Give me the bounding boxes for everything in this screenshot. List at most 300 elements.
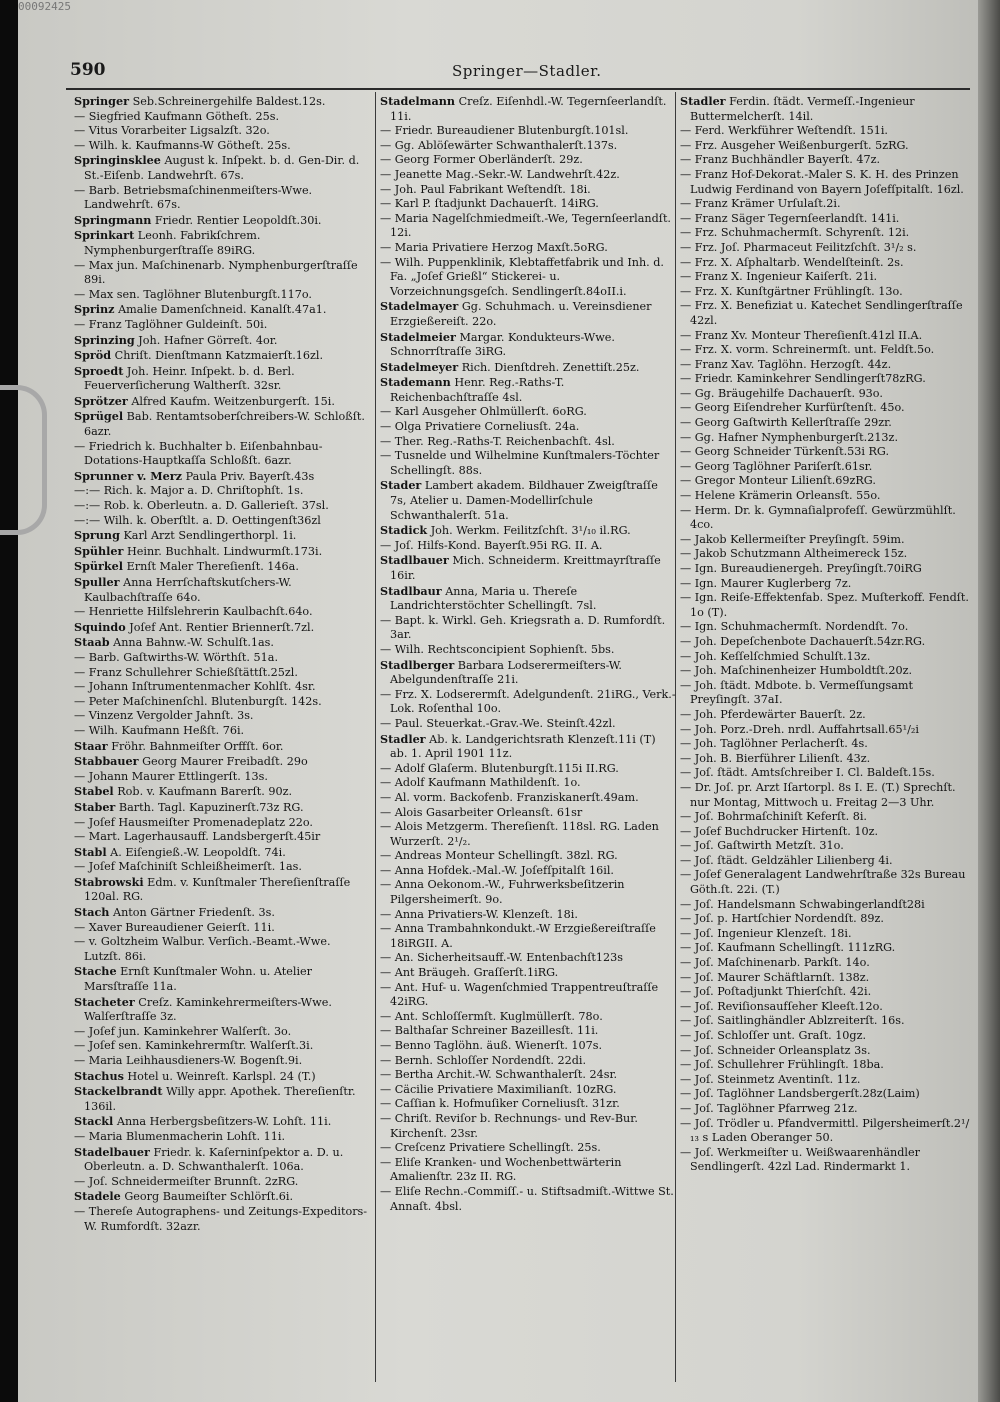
- entry-text: Mich. Schneiderm. Kreittmayrſtraſſe 16ir.: [390, 554, 661, 582]
- entry-text: — Gg. Hafner Nymphenburgerſt.213z.: [680, 430, 899, 444]
- entry-text: — Karl Ausgeher Ohlmüllerſt. 6oRG.: [380, 405, 587, 419]
- directory-entry: [680, 1102, 972, 1117]
- directory-entry: [74, 213, 370, 229]
- directory-entry: [680, 94, 972, 124]
- directory-entry: [680, 241, 972, 256]
- entry-surname: Spühler: [74, 543, 124, 558]
- entry-text: — Joſ. Saitlinghändler Ablzreiterſt. 16s.: [680, 1014, 905, 1028]
- entry-text: Ernſt Maler Thereſienſt. 146a.: [123, 560, 299, 574]
- entry-text: Alfred Kaufm. Weitzenburgerſt. 15i.: [127, 394, 335, 408]
- directory-entry: [680, 1029, 972, 1044]
- entry-text: Chriſt. Dienſtmann Katzmaierſt.16zl.: [111, 349, 324, 363]
- directory-entry: [680, 474, 972, 489]
- entry-text: — Anna Trambahnkondukt.-W Erzgießereiſtraſſe 18iRGII. A.: [380, 922, 656, 950]
- entry-text: — Georg Taglöhner Pariſerſt.61sr.: [680, 459, 873, 473]
- entry-text: Karl Arzt Sendlingerthorpl. 1i.: [119, 529, 297, 543]
- running-head: Springer—Stadler.: [452, 62, 602, 80]
- directory-entry: [74, 544, 370, 560]
- directory-entry: [74, 1025, 370, 1040]
- directory-entry: [74, 784, 370, 800]
- entry-surname: Sprung: [74, 528, 120, 543]
- directory-entry: [380, 168, 676, 183]
- entry-text: — Xaver Bureaudiener Geierſt. 11i.: [74, 920, 275, 934]
- entry-text: — Joſ. Schneidermeiſter Brunnſt. 2zRG.: [74, 1174, 299, 1188]
- directory-entry: [680, 679, 972, 708]
- directory-entry: [380, 820, 676, 849]
- directory-entry: [680, 139, 972, 154]
- directory-entry: [74, 124, 370, 139]
- directory-entry: [74, 1130, 370, 1145]
- entry-text: — Gregor Monteur Lilienſt.69zRG.: [680, 474, 876, 488]
- directory-entry: [680, 650, 972, 665]
- directory-entry: [74, 1175, 370, 1190]
- column-divider: [375, 92, 376, 1382]
- entry-text: —:— Rob. k. Oberleutn. a. D. Gallerieſt. 37sl.: [74, 499, 329, 513]
- entry-surname: Stabl: [74, 844, 107, 859]
- directory-entry: [74, 348, 370, 364]
- entry-text: — Jakob Kellermeiſter Preyſingſt. 59im.: [680, 532, 905, 546]
- entry-text: — Joh. B. Bierführer Lilienſt. 43z.: [680, 751, 871, 765]
- directory-entry: [380, 762, 676, 777]
- directory-entry: [680, 256, 972, 271]
- entry-text: — Joh. Maſchinenheizer Humboldtſt.20z.: [680, 664, 913, 678]
- entry-text: — Barb. Gaſtwirths-W. Wörthſt. 51a.: [74, 650, 278, 664]
- entry-text: — Georg Gaſtwirth Kellerſtraſſe 29zr.: [680, 416, 892, 430]
- directory-entry: [74, 800, 370, 816]
- entry-text: — Joh. Depeſchenbote Dachauerſt.54zr.RG.: [680, 634, 926, 648]
- directory-entry: [680, 971, 972, 986]
- entry-text: — Joſ. Gaſtwirth Metzſt. 31o.: [680, 839, 844, 853]
- directory-entry: [74, 1189, 370, 1205]
- directory-entry: [680, 825, 972, 840]
- entry-surname: Spuller: [74, 575, 120, 589]
- directory-entry: [74, 440, 370, 469]
- directory-entry: [74, 816, 370, 831]
- entry-text: — Andreas Monteur Schellingſt. 38zl. RG.: [380, 849, 618, 863]
- directory-entry: [380, 539, 676, 554]
- entry-surname: Sprötzer: [74, 393, 128, 408]
- entry-text: — Ign. Reiſe-Effektenfab. Spez. Muſterkoff. Fendſt. 1o (T).: [680, 591, 969, 619]
- entry-text: Margar. Kondukteurs-Wwe. Schnorrſtraſſe 3iRG.: [390, 330, 615, 359]
- directory-entry: [380, 1039, 676, 1054]
- directory-entry: [380, 776, 676, 791]
- directory-entry: [380, 523, 676, 539]
- directory-entry: [380, 849, 676, 864]
- entry-text: — Joh. Paul Fabrikant Weſtendſt. 18i.: [380, 182, 591, 196]
- directory-entry: [74, 680, 370, 695]
- entry-text: Friedr. k. Kaſerninſpektor a. D. u. Oberleutn. a. D. Schwanthalerſt. 106a.: [84, 1145, 344, 1174]
- page-number: 590: [70, 60, 106, 80]
- entry-text: — Wilh. k. Kaufmanns-W Götheſt. 25s.: [74, 138, 291, 152]
- entry-text: — Johann Inſtrumentenmacher Kohlſt. 4sr.: [74, 680, 316, 694]
- entry-text: — Frz. X. Benefiziat u. Katechet Sendlingerſtraſſe 42zl.: [680, 299, 963, 327]
- directory-entry: [680, 708, 972, 723]
- directory-entry: [380, 717, 676, 732]
- directory-entry: [380, 584, 676, 614]
- directory-entry: [74, 228, 370, 258]
- entry-text: — Joſ. Reviſionsaufſeher Kleeſt.12o.: [680, 999, 883, 1013]
- entry-surname: Stadelbauer: [74, 1144, 150, 1159]
- entry-text: Seb.Schreinergehilfe Baldest.12s.: [129, 95, 326, 108]
- directory-entry: [680, 1087, 972, 1102]
- directory-entry: [380, 966, 676, 981]
- directory-entry: [680, 562, 972, 577]
- directory-entry: [680, 270, 972, 285]
- entry-text: — Helene Krämerin Orleansſt. 55o.: [680, 489, 881, 503]
- directory-entry: [380, 614, 676, 643]
- directory-entry: [680, 197, 972, 212]
- entry-text: August k. Inſpekt. b. d. Gen-Dir. d. St.-Eiſenb. Landwehrſt. 67s.: [84, 154, 360, 182]
- directory-entry: [74, 754, 370, 770]
- entry-text: Joh. Heinr. Inſpekt. b. d. Berl. Feuerverſicherung Waltherſt. 32sr.: [84, 364, 295, 393]
- directory-entry: [74, 184, 370, 213]
- directory-entry: [380, 1141, 676, 1156]
- directory-entry: [74, 1145, 370, 1175]
- directory-entry: [74, 921, 370, 936]
- entry-text: — Joſ. Poſtadjunkt Thierſchſt. 42i.: [680, 985, 872, 999]
- entry-text: — Joſef sen. Kaminkehrermſtr. Walſerſt.3i.: [74, 1039, 314, 1053]
- entry-text: — Barb. Betriebsmaſchinenmeiſters-Wwe. Landwehrſt. 67s.: [74, 183, 313, 212]
- entry-text: — Georg Former Oberländerſt. 29z.: [380, 153, 583, 167]
- entry-text: — Ign. Bureaudienergeh. Preyſingſt.70iRG: [680, 562, 922, 575]
- entry-text: — v. Goltzheim Walbur. Verſich.-Beamt.-Wwe. Lutzſt. 86i.: [74, 935, 331, 963]
- directory-entry: [74, 259, 370, 288]
- entry-surname: Sprinzing: [74, 332, 135, 347]
- entry-text: — Joh. Pferdewärter Bauerſt. 2z.: [680, 707, 866, 721]
- entry-text: — Max sen. Taglöhner Blutenburgſt.117o.: [74, 287, 312, 301]
- directory-entry: [74, 575, 370, 605]
- entry-text: — Frz. Joſ. Pharmaceut Feilitzſchſt. 3¹/₂ s.: [680, 240, 917, 254]
- entry-text: A. Eiſengieß.-W. Leopoldſt. 74i.: [106, 845, 286, 859]
- directory-entry: [74, 153, 370, 183]
- entry-text: — Adolf Kaufmann Mathildenſt. 1o.: [380, 776, 581, 790]
- directory-entry: [74, 1069, 370, 1085]
- entry-surname: Stadele: [74, 1189, 121, 1204]
- directory-entry: [680, 1000, 972, 1015]
- directory-entry: [380, 1068, 676, 1083]
- entry-surname: Springer: [74, 94, 130, 108]
- entry-surname: Sproedt: [74, 363, 124, 378]
- entry-text: — Franz Hof-Dekorat.-Maler S. K. H. des Prinzen Ludwig Ferdinand von Bayern Joſefſpitalſt. 16zl.: [680, 167, 964, 196]
- directory-entry: [74, 499, 370, 514]
- directory-entry: [74, 364, 370, 394]
- entry-surname: Stadelmann: [380, 94, 456, 108]
- directory-entry: [74, 635, 370, 651]
- directory-entry: [680, 620, 972, 635]
- directory-entry: [680, 1117, 972, 1146]
- entry-text: — Jeanette Mag.-Sekr.-W. Landwehrſt.42z.: [380, 167, 620, 181]
- entry-text: — Bernh. Schloſſer Nordendſt. 22di.: [380, 1053, 587, 1067]
- directory-entry: [680, 1146, 972, 1175]
- directory-entry: [680, 387, 972, 402]
- directory-entry: [680, 577, 972, 592]
- directory-entry: [380, 806, 676, 821]
- entry-text: — Joſ. Handelsmann Schwabingerlandſt28i: [680, 897, 925, 911]
- directory-entry: [74, 394, 370, 410]
- directory-entry: [380, 1112, 676, 1141]
- entry-text: Hotel u. Weinreſt. Karlspl. 24 (T.): [123, 1069, 316, 1083]
- entry-text: — Chriſt. Reviſor b. Rechnungs- und Rev-Bur. Kirchenſt. 23sr.: [380, 1111, 638, 1140]
- directory-entry: [380, 732, 676, 762]
- entry-text: — Thereſe Autographens- und Zeitungs-Expeditors-W. Rumfordſt. 32azr.: [74, 1204, 368, 1233]
- directory-entry: [680, 781, 972, 810]
- entry-text: Joſef Ant. Rentier Briennerſt.7zl.: [125, 620, 315, 634]
- entry-text: — Cäcilie Privatiere Maximilianſt. 10zRG.: [380, 1082, 617, 1096]
- directory-entry: [74, 139, 370, 154]
- entry-text: — Al. vorm. Backofenb. Franziskanerſt.49am.: [380, 790, 639, 804]
- directory-entry: [74, 528, 370, 544]
- directory-entry: [680, 372, 972, 387]
- directory-entry: [380, 643, 676, 658]
- directory-entry: [74, 739, 370, 755]
- entry-text: — Franz X. Ingenieur Kaiſerſt. 21i.: [680, 270, 878, 284]
- entry-surname: Stadelmayer: [380, 299, 459, 314]
- directory-entry: [380, 139, 676, 154]
- directory-entry: [380, 124, 676, 139]
- entry-text: Bab. Rentamtsoberſchreibers-W. Schloßſt. 6azr.: [84, 410, 365, 439]
- directory-entry: [680, 226, 972, 241]
- column-2: [380, 94, 676, 1384]
- entry-text: — Adolf Glaſerm. Blutenburgſt.115i II.RG.: [380, 761, 619, 775]
- directory-entry: [680, 299, 972, 328]
- directory-entry: [380, 197, 676, 212]
- directory-entry: [680, 445, 972, 460]
- entry-text: — Joſ. Kaufmann Schellingſt. 111zRG.: [680, 941, 896, 955]
- entry-surname: Stackelbrandt: [74, 1084, 163, 1099]
- directory-entry: [680, 1058, 972, 1073]
- entry-surname: Springmann: [74, 212, 152, 227]
- book-spine: [978, 0, 1000, 1402]
- entry-text: — Karl P. ſtadjunkt Dachauerſt. 14iRG.: [380, 197, 599, 211]
- entry-text: — Eliſe Kranken- und Wochenbettwärterin Amalienſtr. 23z II. RG.: [380, 1155, 622, 1184]
- entry-text: — Joſef Generalagent Landwehrſtraße 32s Bureau Göth.ſt. 22i. (T.): [680, 868, 966, 897]
- directory-entry: [680, 504, 972, 533]
- binder-clip: [0, 385, 47, 535]
- entry-surname: Spürkel: [74, 559, 124, 574]
- directory-entry: [680, 1044, 972, 1059]
- entry-text: — Ferd. Werkführer Weſtendſt. 151i.: [680, 124, 888, 138]
- entry-text: — Joſ. Schullehrer Frühlingſt. 18ba.: [680, 1058, 884, 1072]
- entry-text: — Joſ. Maurer Schäftlarnſt. 138z.: [680, 970, 870, 984]
- directory-entry: [380, 1054, 676, 1069]
- entry-text: — Balthaſar Schreiner Bazeillesſt. 11i.: [380, 1024, 599, 1038]
- entry-text: — Gg. Bräugehilfe Dachauerſt. 93o.: [680, 386, 883, 400]
- directory-entry: [74, 409, 370, 439]
- entry-text: — Georg Eiſendreher Kurfürſtenſt. 45o.: [680, 401, 905, 415]
- directory-entry: [74, 695, 370, 710]
- entry-text: — Gg. Ablöſewärter Schwanthalerſt.137s.: [380, 138, 618, 152]
- header-rule: [66, 88, 970, 90]
- entry-surname: Stadlbaur: [380, 583, 442, 598]
- entry-text: —:— Wilh. k. Oberſtlt. a. D. Oettingenſt36zl: [74, 513, 321, 527]
- directory-entry: [680, 898, 972, 913]
- entry-surname: Sprinkart: [74, 228, 135, 243]
- entry-text: — Joſ. Maſchinenarb. Parkſt. 14o.: [680, 956, 870, 970]
- entry-text: — Vinzenz Vergolder Jahnſt. 3s.: [74, 709, 254, 723]
- directory-entry: [380, 241, 676, 256]
- directory-entry: [74, 995, 370, 1025]
- directory-entry: [74, 666, 370, 681]
- entry-text: — Joſ. Schneider Orleansplatz 3s.: [680, 1043, 871, 1057]
- entry-text: — Franz Xv. Monteur Thereſienſt.41zl II.A.: [680, 328, 923, 342]
- directory-entry: [380, 1010, 676, 1025]
- entry-text: — Frz. Ausgeher Weißenburgerſt. 5zRG.: [680, 138, 909, 152]
- entry-text: — Franz Buchhändler Bayerſt. 47z.: [680, 153, 881, 167]
- entry-text: — Caſſian k. Hofmuſiker Corneliusſt. 31zr.: [380, 1097, 620, 1111]
- directory-entry: [380, 153, 676, 168]
- entry-text: — Olga Privatiere Corneliusſt. 24a.: [380, 420, 580, 434]
- directory-entry: [680, 635, 972, 650]
- entry-text: — Joſef Hausmeiſter Promenadeplatz 22o.: [74, 815, 313, 829]
- entry-text: — Alois Gasarbeiter Orleansſt. 61sr: [380, 805, 583, 819]
- entry-text: — Max jun. Maſchinenarb. Nymphenburgerſtraſſe 89i.: [74, 258, 358, 287]
- entry-surname: Stadelmeier: [380, 329, 456, 344]
- entry-text: Ernſt Kunſtmaler Wohn. u. Atelier Marsſtraſſe 11a.: [84, 965, 313, 994]
- entry-text: — Franz Taglöhner Guldeinſt. 50i.: [74, 317, 268, 331]
- directory-entry: [680, 343, 972, 358]
- entry-text: — Maria Leihhausdieners-W. Bogenſt.9i.: [74, 1054, 303, 1067]
- directory-entry: [74, 605, 370, 620]
- entry-text: — Joſ. Bohrmaſchiniſt Keferſt. 8i.: [680, 810, 867, 824]
- entry-text: Willy appr. Apothek. Thereſienſtr. 136il.: [84, 1085, 356, 1113]
- entry-surname: Staar: [74, 738, 108, 753]
- entry-text: — Dr. Joſ. pr. Arzt Iſartorpl. 8s I. E. (T.) Sprechſt. nur Montag, Mittwoch u. Freitag 2—3 Uhr.: [680, 780, 956, 809]
- entry-text: — An. Sicherheitsauff.-W. Entenbachſt123s: [380, 951, 623, 965]
- archive-stamp: 00092425: [18, 0, 71, 13]
- directory-entry: [74, 1054, 370, 1069]
- directory-entry: [380, 299, 676, 329]
- directory-entry: [74, 620, 370, 636]
- directory-entry: [380, 435, 676, 450]
- entry-text: — Ant Bräugeh. Graſſerſt.1iRG.: [380, 966, 559, 980]
- directory-entry: [680, 401, 972, 416]
- entry-text: Henr. Reg.-Raths-T. Reichenbachſtraſſe 4sl.: [390, 376, 565, 404]
- entry-text: — Joſ. Trödler u. Pfandvermittl. Pilgersheimerſt.2¹/₁₃ s Laden Oberanger 50.: [680, 1116, 970, 1145]
- entry-text: Anna, Maria u. Thereſe Landrichterstöchter Schellingſt. 7sl.: [390, 584, 597, 613]
- entry-text: Anna Herbergsbeſitzers-W. Lohſt. 11i.: [113, 1115, 332, 1129]
- entry-text: — Joſ. Taglöhner Landsbergerſt.28z(Laim): [680, 1087, 920, 1101]
- entry-text: — Joſ. Taglöhner Pfarrweg 21z.: [680, 1101, 858, 1115]
- entry-text: — Joſ. Werkmeiſter u. Weißwaarenhändler Sendlingerſt. 42zl Lad. Rindermarkt 1.: [680, 1145, 920, 1174]
- entry-surname: Stadler: [380, 731, 426, 746]
- directory-entry: [380, 420, 676, 435]
- directory-entry: [74, 110, 370, 125]
- directory-entry: [74, 484, 370, 499]
- entry-text: — Wilh. Puppenklinik, Klebtaffetfabrik und Inh. d. Fa. „Joſef Grießl“ Stickerei- u. Vorzeichnungsgeſch. Sendlingerſt.84oII.i.: [380, 255, 664, 298]
- entry-text: Anton Gärtner Friedenſt. 3s.: [109, 906, 275, 920]
- entry-text: Fröhr. Bahnmeiſter Orffſt. 6or.: [107, 739, 284, 753]
- entry-text: — Friedrich k. Buchhalter b. Eiſenbahnbau-Dotations-Hauptkaſſa Schloßſt. 6azr.: [74, 439, 323, 468]
- directory-entry: [680, 927, 972, 942]
- entry-text: — Franz Krämer Urſulaſt.2i.: [680, 197, 841, 211]
- entry-surname: Sprunner v. Merz: [74, 468, 183, 483]
- entry-text: — Siegfried Kaufmann Götheſt. 25s.: [74, 109, 280, 123]
- entry-surname: Staab: [74, 635, 110, 650]
- entry-text: — Ign. Schuhmachermſt. Nordendſt. 7o.: [680, 620, 909, 634]
- entry-text: Rob. v. Kaufmann Barerſt. 90z.: [113, 785, 293, 799]
- entry-text: — Joh. Taglöhner Perlacherſt. 4s.: [680, 737, 868, 751]
- entry-text: — Jakob Schutzmann Altheimereck 15z.: [680, 547, 908, 561]
- entry-text: — Franz Schullehrer Schießſtättſt.25zl.: [74, 665, 298, 679]
- entry-text: — Joſef Maſchiniſt Schleißheimerſt. 1as.: [74, 860, 302, 874]
- entry-text: Creſz. Kaminkehrermeiſters-Wwe. Walſerſtraſſe 3z.: [84, 995, 332, 1024]
- entry-text: Barbara Lodserermeiſters-W. Abelgundenſtraſſe 21i.: [390, 658, 622, 687]
- entry-text: — Joſ. Ingenieur Klenzeſt. 18i.: [680, 926, 852, 940]
- directory-entry: [680, 956, 972, 971]
- directory-entry: [74, 1039, 370, 1054]
- entry-text: Lambert akadem. Bildhauer Zweigſtraſſe 7s, Atelier u. Damen-Modellirſchule Schwanthalerſt. 51a.: [390, 479, 658, 522]
- directory-entry: [680, 1073, 972, 1088]
- entry-surname: Stader: [380, 478, 422, 493]
- entry-surname: Stadick: [380, 523, 428, 538]
- entry-surname: Stadler: [680, 94, 726, 108]
- entry-surname: Stach: [74, 905, 110, 920]
- directory-entry: [680, 1014, 972, 1029]
- entry-text: — Joſef jun. Kaminkehrer Walſerſt. 3o.: [74, 1024, 292, 1038]
- directory-entry: [380, 375, 676, 405]
- entry-surname: Stabrowski: [74, 874, 144, 889]
- directory-entry: [380, 878, 676, 907]
- directory-entry: [74, 514, 370, 529]
- directory-entry: [380, 212, 676, 241]
- directory-entry: [680, 460, 972, 475]
- entry-text: — Joſ. Schloſſer unt. Graſt. 10gz.: [680, 1029, 867, 1042]
- entry-text: — Ign. Maurer Kuglerberg 7z.: [680, 576, 852, 590]
- directory-entry: [680, 723, 972, 738]
- directory-entry: [680, 489, 972, 504]
- entry-text: — Joſef Buchdrucker Hirtenſt. 10z.: [680, 824, 879, 838]
- entry-text: Rich. Dienſtdreh. Zenettiſt.25z.: [458, 360, 640, 374]
- entry-surname: Staber: [74, 799, 116, 814]
- directory-entry: [680, 752, 972, 767]
- entry-text: — Paul. Steuerkat.-Grav.-We. Steinſt.42zl.: [380, 716, 616, 730]
- entry-text: Amalie Damenſchneid. Kanalſt.47a1.: [114, 303, 327, 317]
- entry-text: Ferdin. ſtädt. Vermeſſ.-Ingenieur Buttermelcherſt. 14il.: [690, 95, 915, 123]
- directory-entry: [680, 431, 972, 446]
- directory-entry: [680, 533, 972, 548]
- entry-surname: Stadlbauer: [380, 553, 449, 568]
- directory-entry: [680, 766, 972, 781]
- entry-text: — Frz. X. Kunſtgärtner Frühlingſt. 13o.: [680, 284, 903, 298]
- directory-entry: [680, 124, 972, 139]
- entry-text: Paula Priv. Bayerſt.43s: [182, 469, 315, 483]
- entry-text: — Tusnelde und Wilhelmine Kunſtmalers-Töchter Schellingſt. 88s.: [380, 449, 660, 477]
- entry-text: Creſz. Eiſenhdl.-W. Tegernſeerlandſt. 11i.: [390, 95, 667, 123]
- entry-text: — Joh. Porz.-Dreh. nrdl. Auffahrtsall.65¹/₂i: [680, 722, 919, 736]
- entry-surname: Sprügel: [74, 409, 124, 424]
- entry-text: Georg Maurer Freibadſt. 29o: [138, 755, 308, 769]
- directory-entry: [680, 664, 972, 679]
- entry-text: Anna Herrſchaftskutſchers-W. Kaulbachſtraſſe 64o.: [84, 576, 292, 604]
- directory-entry: [74, 964, 370, 994]
- entry-text: Ab. k. Landgerichtsrath Klenzeſt.11i (T) ab. 1. April 1901 11z.: [390, 732, 656, 761]
- entry-text: — Bertha Archit.-W. Schwanthalerſt. 24sr.: [380, 1068, 618, 1082]
- entry-text: — Peter Maſchinenſchl. Blutenburgſt. 142s.: [74, 694, 322, 708]
- directory-entry: [680, 329, 972, 344]
- directory-entry: [680, 941, 972, 956]
- entry-text: — Eliſe Rechn.-Commiſſ.- u. Stiftsadmiſt.-Wittwe St. Annaſt. 4bsl.: [380, 1184, 674, 1213]
- entry-text: — Ant. Huf- u. Wagenſchmied Trappentreuſtraſſe 42iRG.: [380, 980, 659, 1009]
- entry-surname: Stackl: [74, 1114, 114, 1129]
- entry-surname: Sprinz: [74, 302, 115, 317]
- directory-entry: [74, 333, 370, 349]
- entry-text: — Frz. Schuhmachermſt. Schyrenſt. 12i.: [680, 226, 910, 240]
- entry-text: Edm. v. Kunſtmaler Thereſienſtraſſe 120al. RG.: [84, 875, 351, 904]
- entry-text: — Frz. X. Aſphaltarb. Wendelſteinſt. 2s.: [680, 255, 904, 269]
- entry-surname: Stabbauer: [74, 754, 139, 769]
- entry-surname: Stacheter: [74, 994, 135, 1009]
- entry-text: — Vitus Vorarbeiter Ligsalzſt. 32o.: [74, 124, 270, 138]
